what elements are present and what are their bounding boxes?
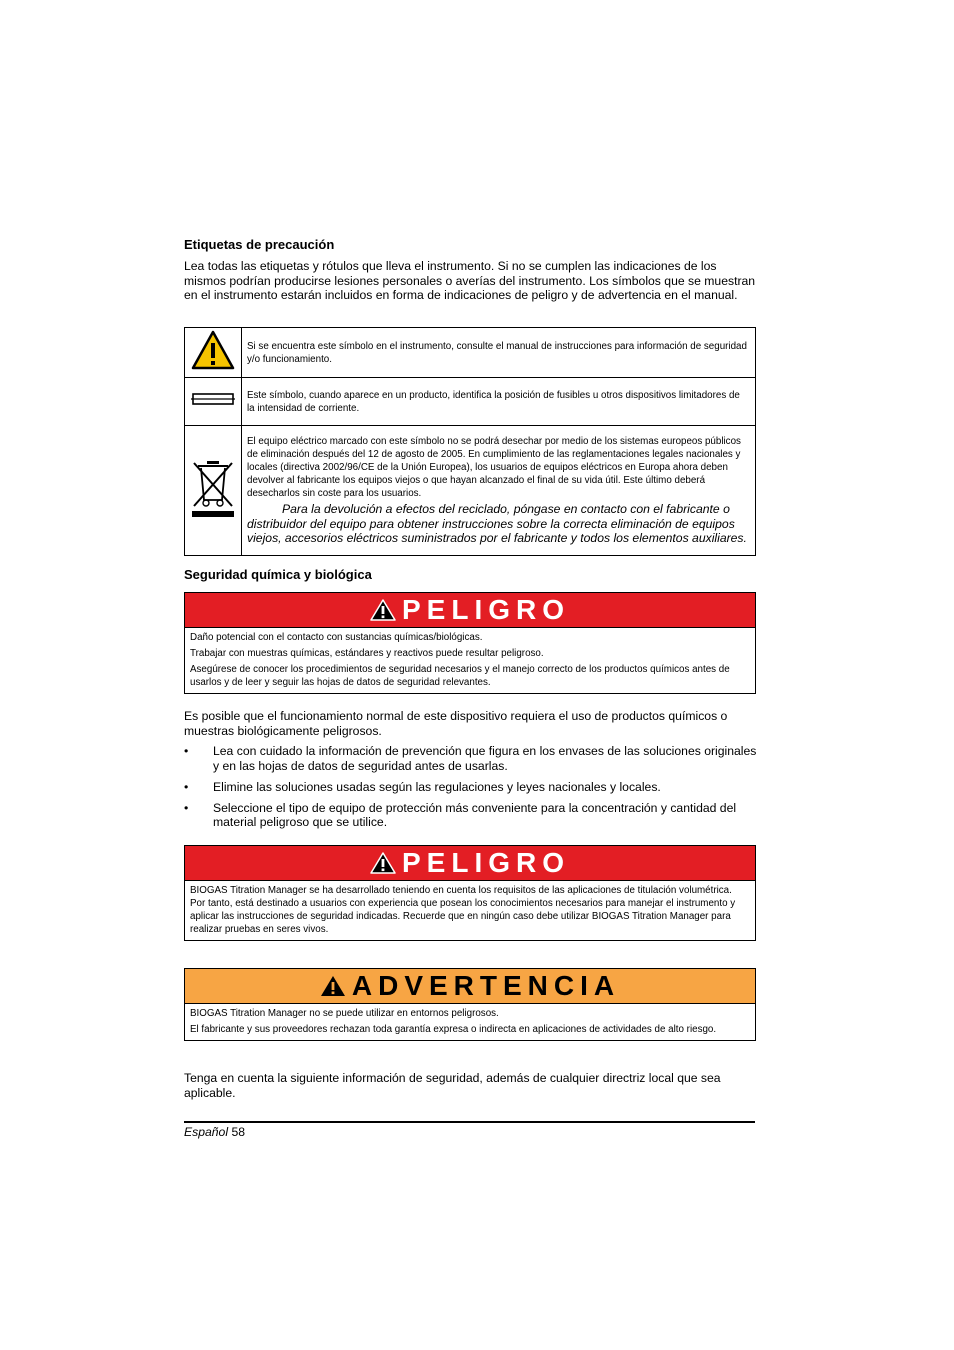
danger-body xyxy=(185,881,755,940)
list-item xyxy=(184,801,757,830)
weee-text: El equipo eléctrico marcado con este símbolo no se podrá desechar por medio de los sistemas europeos públicos de eliminación después del 12 de agosto de 2005. En cumplimiento de las reglamentaciones legales nacionales y locales (directiva 2002/96/CE de la Unión Europea), los usuarios de equipos eléctricos en Europa ahora deben devolver al fabricante los equipos viejos o que hayan alcanzado el final de su vida útil. Este último deberá desecharlos sin coste para los usuarios. xyxy=(247,436,741,500)
danger-body xyxy=(185,628,755,693)
symbol-row-warning xyxy=(185,328,756,378)
closing-paragraph: Tenga en cuenta la siguiente información de seguridad, además de cualquier directriz local que sea aplicable. xyxy=(184,1071,721,1100)
danger-line: Asegúrese de conocer los procedimientos de seguridad necesarios y el manejo correcto de los productos químicos antes de usarlos y de leer y seguir las hojas de datos de seguridad relevantes. xyxy=(190,664,730,688)
precaution-list xyxy=(184,744,757,836)
bullet-marker: • xyxy=(184,744,189,758)
danger-line: BIOGAS Titration Manager se ha desarrollado teniendo en cuenta los requisitos de las aplicaciones de titulación volumétrica. Por tanto, está destinado a usuarios con experiencia que posean los conocimientos necesarios para manejar el instrumento y aplicar las instrucciones de seguridad indicadas. Recuerde que en ningún caso debe utilizar BIOGAS Titration Manager para realizar pruebas en seres vivos. xyxy=(190,885,736,935)
heading-chemical-safety: Seguridad química y biológica xyxy=(184,567,372,582)
warning-triangle-icon xyxy=(320,975,346,997)
symbol-text: Este símbolo, cuando aparece en un producto, identifica la posición de fusibles u otros dispositivos limitadores de la intensidad de corriente. xyxy=(242,378,756,426)
symbols-table xyxy=(184,327,756,556)
fuse-icon xyxy=(191,392,235,406)
bullet-marker: • xyxy=(184,800,189,815)
list-item xyxy=(184,744,757,773)
footer-language: Español xyxy=(184,1125,229,1139)
page-number: 58 xyxy=(231,1125,245,1139)
warning-body xyxy=(185,1004,755,1040)
weee-italic-text: Para la devolución a efectos del reciclado, póngase en contacto con el fabricante o distribuidor del equipo para obtener instrucciones sobre la correcta eliminación de equipos viejos, accesorios eléctricos suministrados por el fabricante y todos los elementos auxiliares. xyxy=(247,502,747,546)
symbol-row-weee xyxy=(185,426,756,556)
list-item xyxy=(184,780,757,795)
danger-banner xyxy=(185,593,755,628)
symbol-cell xyxy=(185,378,242,426)
footer-divider xyxy=(184,1121,755,1123)
bullet-marker: • xyxy=(184,779,189,794)
warning-line: El fabricante y sus proveedores rechazan toda garantía expresa o indirecta en aplicaciones de actividades de alto riesgo. xyxy=(190,1024,717,1035)
signal-word: ADVERTENCIA xyxy=(351,970,621,1001)
danger-box-2 xyxy=(184,845,756,941)
warning-banner xyxy=(185,969,755,1004)
danger-line: Daño potencial con el contacto con sustancias químicas/biológicas. xyxy=(190,632,483,643)
list-item-text: Seleccione el tipo de equipo de protección más conveniente para la concentración y cantidad del material peligroso que se utilice. xyxy=(213,800,737,829)
danger-banner xyxy=(185,846,755,881)
warning-line: BIOGAS Titration Manager no se puede utilizar en entornos peligrosos. xyxy=(190,1008,499,1019)
heading-precaution-labels: Etiquetas de precaución xyxy=(184,237,335,252)
list-item-text: Lea con cuidado la información de prevención que figura en los envases de las soluciones originales y en las hojas de datos de seguridad antes de usarlas. xyxy=(213,744,757,773)
danger-line: Trabajar con muestras químicas, estándares y reactivos puede resultar peligroso. xyxy=(190,648,544,659)
signal-word: PELIGRO xyxy=(401,594,570,625)
chemical-paragraph: Es posible que el funcionamiento normal de este dispositivo requiera el uso de productos químicos o muestras biológicamente peligrosos. xyxy=(184,709,728,738)
symbol-cell xyxy=(185,328,242,378)
warning-triangle-icon xyxy=(191,330,235,370)
symbol-text-weee xyxy=(242,426,756,556)
weee-bin-icon xyxy=(190,458,236,518)
signal-word: PELIGRO xyxy=(401,847,570,878)
symbol-text: Si se encuentra este símbolo en el instrumento, consulte el manual de instrucciones para información de seguridad y/o funcionamiento. xyxy=(242,328,756,378)
page-footer xyxy=(184,1125,245,1139)
danger-triangle-icon xyxy=(370,852,396,874)
warning-box xyxy=(184,968,756,1041)
symbol-cell xyxy=(185,426,242,556)
danger-box-1 xyxy=(184,592,756,694)
intro-paragraph: Lea todas las etiquetas y rótulos que lleva el instrumento. Si no se cumplen las indicaciones de los mismos podrían producirse lesiones personales o averías del instrumento. Los símbolos que se muestran en el instrumento estarán incluidos en forma de indicaciones de peligro y de advertencia en el manual. xyxy=(184,259,756,302)
danger-triangle-icon xyxy=(370,599,396,621)
list-item-text: Elimine las soluciones usadas según las regulaciones y leyes nacionales y locales. xyxy=(213,779,661,794)
symbol-row-fuse xyxy=(185,378,756,426)
